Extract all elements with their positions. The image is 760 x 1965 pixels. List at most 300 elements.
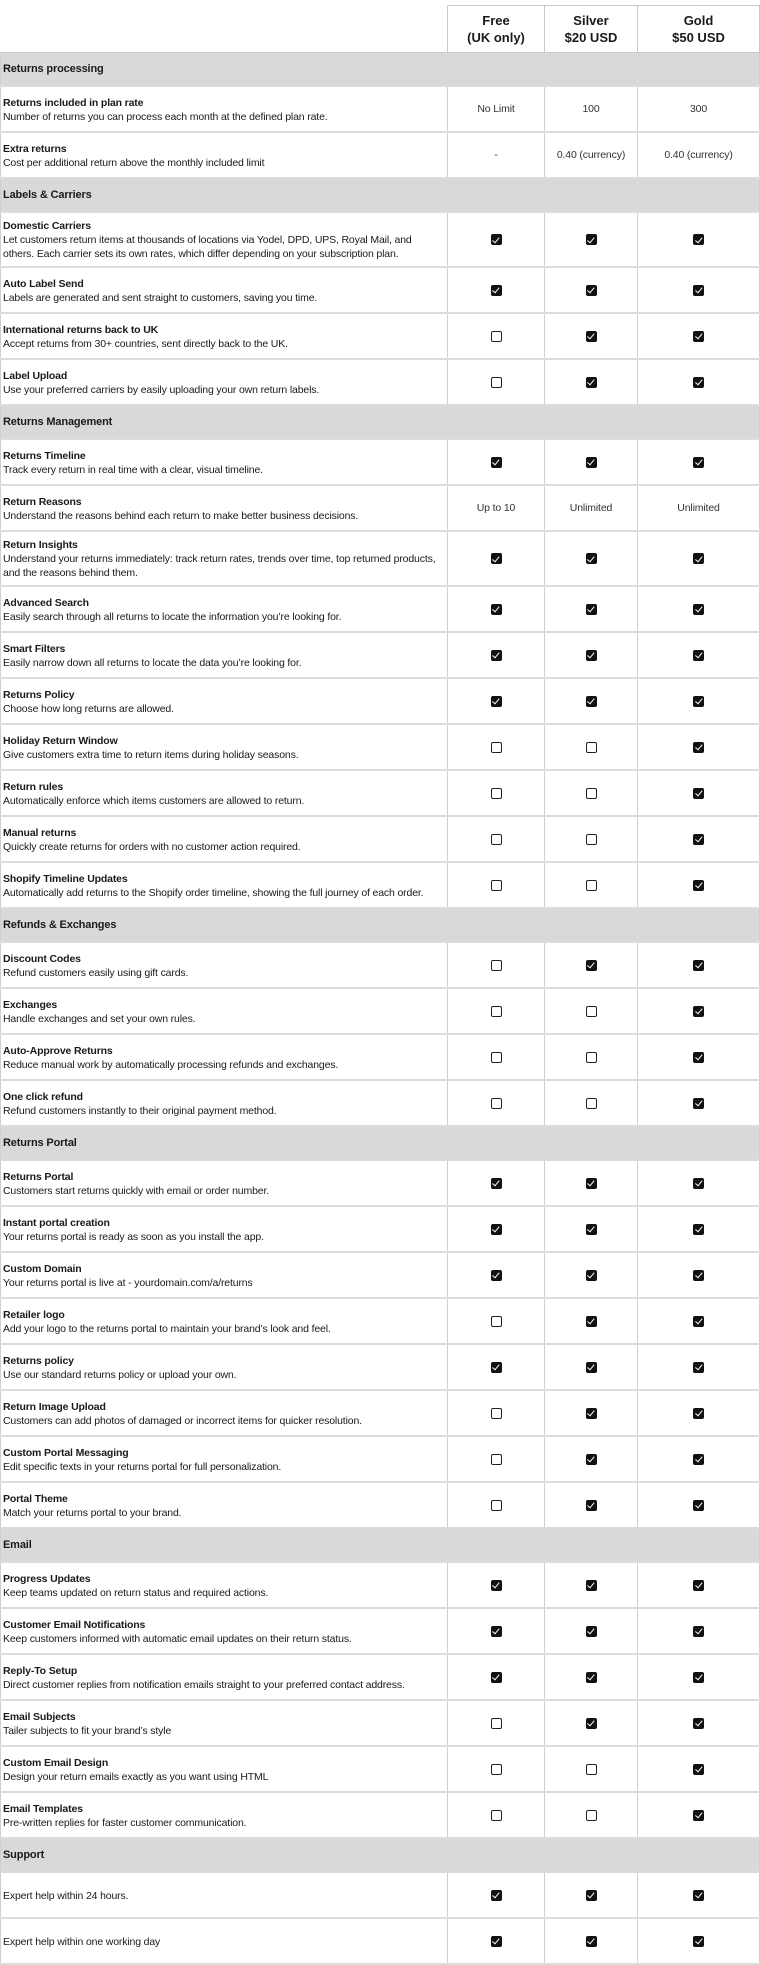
value-cell-silver (545, 1390, 638, 1436)
feature-label-cell (1, 1608, 448, 1654)
table-body (1, 53, 760, 1965)
feature-title: Domestic Carriers (3, 220, 91, 232)
feature-row (1, 1034, 760, 1080)
feature-row (1, 632, 760, 678)
value-cell-gold (638, 1654, 760, 1700)
checked-checkbox-icon (693, 1810, 704, 1821)
checked-checkbox-icon (693, 960, 704, 971)
plan-price: $50 USD (672, 30, 725, 45)
value-cell-silver (545, 1206, 638, 1252)
feature-description: Quickly create returns for orders with no customer action required. (3, 840, 301, 853)
plan-header-silver (545, 6, 638, 53)
checked-checkbox-icon (693, 377, 704, 388)
feature-description: Give customers extra time to return items during holiday seasons. (3, 748, 299, 761)
value-cell-silver (545, 770, 638, 816)
plan-price: $20 USD (564, 30, 618, 45)
value-cell-gold (638, 1700, 760, 1746)
unchecked-checkbox-icon (491, 880, 502, 891)
value-cell-free (448, 1206, 545, 1252)
feature-title: Exchanges (3, 998, 58, 1011)
feature-row (1, 1918, 760, 1964)
feature-label-cell (1, 586, 448, 632)
feature-label-cell (1, 313, 448, 359)
checked-checkbox-icon (693, 1178, 704, 1189)
feature-label-cell (1, 212, 448, 267)
value-cell-gold (638, 439, 760, 485)
value-cell-free (448, 816, 545, 862)
feature-row (1, 678, 760, 724)
feature-row (1, 1700, 760, 1746)
value-cell-silver (545, 678, 638, 724)
value-cell-free (448, 1918, 545, 1964)
unchecked-checkbox-icon (491, 1500, 502, 1511)
value-cell-free (448, 632, 545, 678)
checked-checkbox-icon (586, 1362, 597, 1373)
feature-row (1, 1608, 760, 1654)
value-cell-gold (638, 1436, 760, 1482)
value-cell-gold (638, 531, 760, 586)
value-cell-gold (638, 1080, 760, 1126)
checked-checkbox-icon (491, 285, 502, 296)
feature-description: Refund customers easily using gift cards. (3, 966, 189, 979)
checked-checkbox-icon (491, 1270, 502, 1281)
unchecked-checkbox-icon (491, 1408, 502, 1419)
feature-description: Automatically enforce which items customers are allowed to return. (3, 794, 305, 807)
value-cell-free (448, 1700, 545, 1746)
checked-checkbox-icon (491, 1580, 502, 1591)
value-cell-gold (638, 942, 760, 988)
feature-title: Return Insights (3, 539, 78, 551)
feature-label-cell (1, 1482, 448, 1528)
value-cell-gold (638, 988, 760, 1034)
section-title: Returns Portal (1, 1126, 760, 1160)
checked-checkbox-icon (491, 696, 502, 707)
feature-title: Advanced Search (3, 596, 89, 609)
value-cell-free (448, 988, 545, 1034)
feature-row (1, 988, 760, 1034)
feature-label-cell (1, 862, 448, 908)
feature-description: Customers can add photos of damaged or incorrect items for quicker resolution. (3, 1414, 362, 1427)
checked-checkbox-icon (693, 696, 704, 707)
feature-title: Discount Codes (3, 952, 81, 965)
feature-description: Easily search through all returns to locate the information you’re looking for. (3, 610, 342, 623)
feature-label-cell (1, 988, 448, 1034)
checked-checkbox-icon (491, 1626, 502, 1637)
checked-checkbox-icon (693, 880, 704, 891)
feature-title: International returns back to UK (3, 323, 159, 336)
feature-description: Your returns portal is live at - yourdomain.com/a/returns (3, 1276, 253, 1289)
unchecked-checkbox-icon (491, 1052, 502, 1063)
value-cell-free (448, 267, 545, 313)
value-cell-free (448, 1298, 545, 1344)
unchecked-checkbox-icon (586, 742, 597, 753)
unchecked-checkbox-icon (586, 1098, 597, 1109)
feature-title: Portal Theme (3, 1492, 68, 1505)
unchecked-checkbox-icon (491, 1764, 502, 1775)
feature-row (1, 1562, 760, 1608)
feature-description: Expert help within 24 hours. (3, 1889, 129, 1902)
value-cell-free (448, 1562, 545, 1608)
feature-row (1, 586, 760, 632)
value-text: 0.40 (currency) (556, 149, 626, 161)
value-text: 300 (689, 103, 708, 115)
feature-title: Returns Portal (3, 1170, 74, 1183)
value-cell-free (448, 1654, 545, 1700)
feature-title: Instant portal creation (3, 1216, 110, 1229)
checked-checkbox-icon (693, 1764, 704, 1775)
feature-row (1, 439, 760, 485)
feature-label-cell (1, 1034, 448, 1080)
unchecked-checkbox-icon (491, 960, 502, 971)
checked-checkbox-icon (693, 1454, 704, 1465)
value-cell-silver (545, 632, 638, 678)
feature-label-cell (1, 678, 448, 724)
checked-checkbox-icon (693, 331, 704, 342)
unchecked-checkbox-icon (491, 788, 502, 799)
checked-checkbox-icon (586, 553, 597, 564)
feature-row (1, 1390, 760, 1436)
value-cell-silver (545, 1080, 638, 1126)
value-cell-gold (638, 632, 760, 678)
feature-title: Retailer logo (3, 1308, 65, 1321)
feature-title: Custom Domain (3, 1262, 82, 1275)
value-cell-silver (545, 1746, 638, 1792)
value-cell-free (448, 724, 545, 770)
value-cell-free (448, 1436, 545, 1482)
checked-checkbox-icon (586, 650, 597, 661)
checked-checkbox-icon (693, 1626, 704, 1637)
feature-label-cell (1, 1872, 448, 1918)
value-cell-free (448, 1482, 545, 1528)
value-cell-silver (545, 724, 638, 770)
feature-description: Match your returns portal to your brand. (3, 1506, 182, 1519)
value-cell-free (448, 132, 545, 178)
feature-row (1, 862, 760, 908)
value-text: - (494, 149, 498, 161)
feature-description: Edit specific texts in your returns portal for full personalization. (3, 1460, 282, 1473)
checked-checkbox-icon (693, 553, 704, 564)
feature-row (1, 1298, 760, 1344)
feature-description: Keep customers informed with automatic email updates on their return status. (3, 1632, 352, 1645)
value-cell-silver (545, 485, 638, 531)
feature-description: Expert help within one working day (3, 1935, 161, 1948)
value-cell-silver (545, 862, 638, 908)
checked-checkbox-icon (586, 1316, 597, 1327)
feature-row (1, 1482, 760, 1528)
value-cell-gold (638, 724, 760, 770)
feature-description: Understand the reasons behind each return to make better business decisions. (3, 509, 359, 522)
feature-row (1, 313, 760, 359)
value-cell-gold (638, 816, 760, 862)
plan-name: Silver (573, 13, 609, 28)
feature-title: Holiday Return Window (3, 734, 118, 747)
value-cell-gold (638, 1482, 760, 1528)
feature-label-cell (1, 1436, 448, 1482)
feature-description: Design your return emails exactly as you want using HTML (3, 1770, 269, 1783)
value-cell-gold (638, 267, 760, 313)
value-cell-free (448, 531, 545, 586)
checked-checkbox-icon (586, 1500, 597, 1511)
feature-title: Smart Filters (3, 642, 66, 655)
header-blank-cell (1, 6, 448, 53)
value-cell-free (448, 942, 545, 988)
checked-checkbox-icon (586, 234, 597, 245)
feature-row (1, 770, 760, 816)
value-cell-free (448, 485, 545, 531)
value-cell-silver (545, 1654, 638, 1700)
value-cell-gold (638, 359, 760, 405)
section-title: Labels & Carriers (1, 178, 760, 212)
feature-label-cell (1, 632, 448, 678)
value-text: Up to 10 (476, 502, 516, 514)
feature-row (1, 724, 760, 770)
feature-label-cell (1, 359, 448, 405)
value-cell-gold (638, 132, 760, 178)
unchecked-checkbox-icon (491, 1810, 502, 1821)
checked-checkbox-icon (693, 650, 704, 661)
feature-title: Progress Updates (3, 1572, 91, 1585)
checked-checkbox-icon (586, 1408, 597, 1419)
value-cell-gold (638, 1298, 760, 1344)
plan-header-gold (638, 6, 760, 53)
feature-label-cell (1, 485, 448, 531)
feature-title: Returns Policy (3, 688, 75, 701)
value-cell-free (448, 86, 545, 132)
feature-label-cell (1, 1746, 448, 1792)
value-text: Unlimited (677, 502, 720, 514)
checked-checkbox-icon (693, 1316, 704, 1327)
feature-title: Returns policy (3, 1354, 74, 1367)
checked-checkbox-icon (586, 1718, 597, 1729)
checked-checkbox-icon (693, 1362, 704, 1373)
feature-row (1, 942, 760, 988)
value-cell-silver (545, 1344, 638, 1390)
value-cell-gold (638, 1160, 760, 1206)
feature-row (1, 359, 760, 405)
checked-checkbox-icon (491, 1890, 502, 1901)
plan-header-free (448, 6, 545, 53)
feature-title: Shopify Timeline Updates (3, 872, 128, 885)
feature-title: Return Image Upload (3, 1400, 106, 1413)
feature-title: Return Reasons (3, 495, 82, 508)
feature-description: Choose how long returns are allowed. (3, 702, 174, 715)
checked-checkbox-icon (586, 1270, 597, 1281)
feature-label-cell (1, 1252, 448, 1298)
checked-checkbox-icon (693, 234, 704, 245)
checked-checkbox-icon (693, 1672, 704, 1683)
unchecked-checkbox-icon (586, 1006, 597, 1017)
value-cell-free (448, 1252, 545, 1298)
section-title: Returns processing (1, 53, 760, 87)
value-cell-gold (638, 1562, 760, 1608)
checked-checkbox-icon (586, 696, 597, 707)
feature-description: Pre-written replies for faster customer communication. (3, 1816, 247, 1829)
checked-checkbox-icon (586, 1936, 597, 1947)
value-cell-silver (545, 1792, 638, 1838)
feature-title: Return rules (3, 780, 64, 793)
section-title: Returns Management (1, 405, 760, 439)
feature-row (1, 212, 760, 267)
unchecked-checkbox-icon (586, 1810, 597, 1821)
value-cell-gold (638, 1034, 760, 1080)
value-cell-free (448, 439, 545, 485)
checked-checkbox-icon (491, 553, 502, 564)
checked-checkbox-icon (693, 1052, 704, 1063)
feature-title: Manual returns (3, 826, 77, 839)
checked-checkbox-icon (491, 234, 502, 245)
value-cell-gold (638, 1390, 760, 1436)
value-cell-silver (545, 816, 638, 862)
checked-checkbox-icon (491, 1936, 502, 1947)
unchecked-checkbox-icon (586, 788, 597, 799)
value-cell-gold (638, 1918, 760, 1964)
checked-checkbox-icon (693, 788, 704, 799)
value-cell-silver (545, 1482, 638, 1528)
unchecked-checkbox-icon (586, 1764, 597, 1775)
plan-comparison-table (0, 5, 760, 1965)
feature-label-cell (1, 1344, 448, 1390)
checked-checkbox-icon (693, 834, 704, 845)
section-header-row (1, 908, 760, 942)
checked-checkbox-icon (586, 1890, 597, 1901)
checked-checkbox-icon (586, 1454, 597, 1465)
feature-description: Easily narrow down all returns to locate the data you’re looking for. (3, 656, 302, 669)
value-cell-gold (638, 1872, 760, 1918)
feature-description: Understand your returns immediately: track return rates, trends over time, top returned products, and the reasons behind them. (3, 553, 436, 579)
feature-description: Number of returns you can process each month at the defined plan rate. (3, 110, 328, 123)
checked-checkbox-icon (693, 1098, 704, 1109)
unchecked-checkbox-icon (491, 1098, 502, 1109)
checked-checkbox-icon (693, 742, 704, 753)
section-header-row (1, 1126, 760, 1160)
value-cell-silver (545, 1160, 638, 1206)
feature-label-cell (1, 942, 448, 988)
section-title: Refunds & Exchanges (1, 908, 760, 942)
checked-checkbox-icon (491, 1362, 502, 1373)
feature-label-cell (1, 1654, 448, 1700)
value-cell-free (448, 1872, 545, 1918)
value-cell-gold (638, 586, 760, 632)
checked-checkbox-icon (693, 1718, 704, 1729)
checked-checkbox-icon (586, 457, 597, 468)
checked-checkbox-icon (693, 1006, 704, 1017)
feature-label-cell (1, 267, 448, 313)
unchecked-checkbox-icon (491, 1454, 502, 1465)
value-cell-silver (545, 86, 638, 132)
unchecked-checkbox-icon (586, 1052, 597, 1063)
value-cell-gold (638, 1206, 760, 1252)
checked-checkbox-icon (586, 1626, 597, 1637)
value-cell-silver (545, 942, 638, 988)
feature-label-cell (1, 816, 448, 862)
feature-row (1, 1160, 760, 1206)
feature-row (1, 1872, 760, 1918)
feature-label-cell (1, 1390, 448, 1436)
feature-title: Extra returns (3, 142, 67, 155)
plan-header-row (1, 6, 760, 53)
value-cell-free (448, 586, 545, 632)
unchecked-checkbox-icon (491, 1006, 502, 1017)
value-cell-free (448, 1390, 545, 1436)
feature-label-cell (1, 132, 448, 178)
value-cell-gold (638, 678, 760, 724)
feature-label-cell (1, 724, 448, 770)
value-cell-gold (638, 212, 760, 267)
value-cell-free (448, 1344, 545, 1390)
feature-row (1, 1206, 760, 1252)
section-title: Support (1, 1838, 760, 1872)
value-cell-free (448, 770, 545, 816)
feature-row (1, 531, 760, 586)
checked-checkbox-icon (491, 1224, 502, 1235)
checked-checkbox-icon (491, 650, 502, 661)
checked-checkbox-icon (693, 1890, 704, 1901)
value-cell-gold (638, 1608, 760, 1654)
checked-checkbox-icon (693, 1500, 704, 1511)
feature-label-cell (1, 439, 448, 485)
feature-label-cell (1, 1792, 448, 1838)
value-text: Unlimited (569, 502, 613, 514)
value-cell-gold (638, 86, 760, 132)
value-cell-silver (545, 1298, 638, 1344)
feature-title: Label Upload (3, 369, 68, 382)
value-cell-silver (545, 267, 638, 313)
feature-description: Add your logo to the returns portal to maintain your brand’s look and feel. (3, 1322, 331, 1335)
feature-title: Auto-Approve Returns (3, 1044, 113, 1057)
feature-row (1, 1252, 760, 1298)
feature-description: Cost per additional return above the monthly included limit (3, 156, 265, 169)
section-header-row (1, 1528, 760, 1562)
checked-checkbox-icon (491, 604, 502, 615)
feature-row (1, 1654, 760, 1700)
checked-checkbox-icon (586, 1178, 597, 1189)
feature-row (1, 1792, 760, 1838)
feature-description: Labels are generated and sent straight to customers, saving you time. (3, 291, 318, 304)
section-header-row (1, 178, 760, 212)
feature-row (1, 485, 760, 531)
checked-checkbox-icon (693, 1580, 704, 1591)
unchecked-checkbox-icon (491, 331, 502, 342)
value-cell-silver (545, 212, 638, 267)
unchecked-checkbox-icon (491, 1316, 502, 1327)
checked-checkbox-icon (586, 285, 597, 296)
plan-name: Free (482, 13, 510, 28)
feature-title: Customer Email Notifications (3, 1618, 146, 1631)
value-cell-silver (545, 1252, 638, 1298)
value-text: 100 (582, 103, 600, 115)
feature-description: Use your preferred carriers by easily uploading your own return labels. (3, 383, 320, 396)
value-cell-free (448, 1034, 545, 1080)
value-cell-free (448, 1080, 545, 1126)
feature-description: Customers start returns quickly with email or order number. (3, 1184, 269, 1197)
value-cell-gold (638, 313, 760, 359)
checked-checkbox-icon (586, 960, 597, 971)
value-cell-free (448, 678, 545, 724)
checked-checkbox-icon (693, 1936, 704, 1947)
feature-label-cell (1, 1206, 448, 1252)
feature-description: Refund customers instantly to their original payment method. (3, 1104, 277, 1117)
value-cell-free (448, 313, 545, 359)
value-cell-free (448, 862, 545, 908)
value-cell-silver (545, 586, 638, 632)
checked-checkbox-icon (586, 331, 597, 342)
checked-checkbox-icon (586, 604, 597, 615)
value-cell-silver (545, 1700, 638, 1746)
value-cell-silver (545, 1608, 638, 1654)
feature-description: Automatically add returns to the Shopify order timeline, showing the full journey of each order. (3, 886, 424, 899)
value-cell-free (448, 1792, 545, 1838)
feature-title: Reply-To Setup (3, 1664, 78, 1677)
